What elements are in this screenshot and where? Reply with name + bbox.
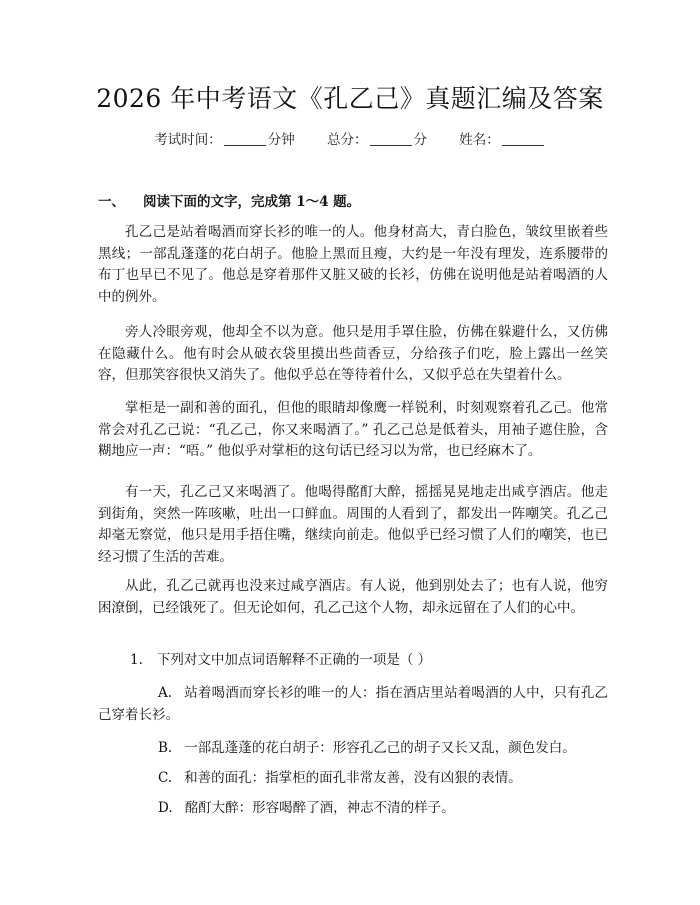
student-name-field <box>459 130 546 150</box>
exam-time-field <box>154 130 295 150</box>
passage-paragraph-4: 有一天，孔乙己又来喝酒了。他喝得酩酊大醉，摇摇晃晃地走出咸亨酒店。他走到街角，突然一阵咳嗽，吐出一口鲜血。周围的人看到了，都发出一阵嘲笑。孔乙己却毫无察觉，他只是用手捂住嘴，继续向前走。他似乎已经习惯了人们的嘲笑，也已经习惯了生活的苦难。 <box>98 484 608 565</box>
option-a-letter: A. <box>158 685 173 701</box>
option-c <box>98 768 608 790</box>
passage-paragraph-2: 旁人冷眼旁观，他却全不以为意。他只是用手罩住脸，仿佛在躲避什么，又仿佛在隐藏什么。他有时会从破衣袋里摸出些茴香豆，分给孩子们吃，脸上露出一丝笑容，但那笑容很快又消失了。他似乎总在等待着什么，又似乎总在失望着什么。 <box>98 324 608 383</box>
student-name-blank <box>502 131 544 146</box>
passage-paragraph-3: 掌柜是一副和善的面孔，但他的眼睛却像鹰一样锐利，时刻观察着孔乙己。他常常会对孔乙己说：“孔乙己，你又来喝酒了。” 孔乙己总是低着头，用袖子遮住脸，含糊地应一声：“唔。” 他似乎对掌柜的这句话已经习以为常，也已经麻木了。 <box>98 400 608 459</box>
section-number: 一、 <box>98 194 125 210</box>
option-a <box>98 683 608 726</box>
option-a-text: 站着喝酒而穿长衫的唯一的人：指在酒店里站着喝酒的人中，只有孔乙己穿着长衫。 <box>98 685 608 723</box>
option-d-letter: D. <box>158 800 173 816</box>
passage-paragraph-1: 孔乙己是站着喝酒而穿长衫的唯一的人。他身材高大，青白脸色，皱纹里嵌着些黑线；一部乱蓬蓬的花白胡子。他脸上黑而且瘦，大约是一年没有理发，连系腰带的布丁也早已不见了。他总是穿着那件又脏又破的长衫，仿佛在说明他是站着喝酒的人中的例外。 <box>98 224 608 305</box>
passage-paragraph-5: 从此，孔乙己就再也没来过咸亨酒店。有人说，他到别处去了；也有人说，他穷困潦倒，已经饿死了。但无论如何，孔乙己这个人物，却永远留在了人们的心中。 <box>98 578 608 616</box>
total-score-unit: 分 <box>413 132 427 148</box>
exam-time-unit: 分钟 <box>267 132 295 148</box>
option-d <box>98 798 608 820</box>
section-instruction: 阅读下面的文字，完成第 1～4 题。 <box>143 194 361 210</box>
question-number: 1. <box>130 652 143 668</box>
exam-time-blank <box>224 131 266 146</box>
exam-meta-line <box>0 130 700 150</box>
question-text: 下列对文中加点词语解释不正确的一项是（ ） <box>156 652 432 668</box>
option-b-text: 一部乱蓬蓬的花白胡子：形容孔乙己的胡子又长又乱，颜色发白。 <box>184 740 576 756</box>
exam-time-label: 考试时间： <box>154 132 222 148</box>
total-score-label: 总分： <box>327 132 368 148</box>
question-1 <box>130 650 610 672</box>
option-b-letter: B. <box>158 740 173 756</box>
option-d-text: 酩酊大醉：形容喝醉了酒，神志不清的样子。 <box>184 800 455 816</box>
page-title: 2026 年中考语文《孔乙己》真题汇编及答案 <box>96 84 604 113</box>
total-score-blank <box>370 131 412 146</box>
student-name-label: 姓名： <box>459 132 500 148</box>
option-c-text: 和善的面孔：指掌柜的面孔非常友善，没有凶狠的表情。 <box>184 770 522 786</box>
option-c-letter: C. <box>158 770 173 786</box>
option-b <box>98 738 608 760</box>
total-score-field <box>327 130 427 150</box>
section-heading <box>98 192 618 212</box>
